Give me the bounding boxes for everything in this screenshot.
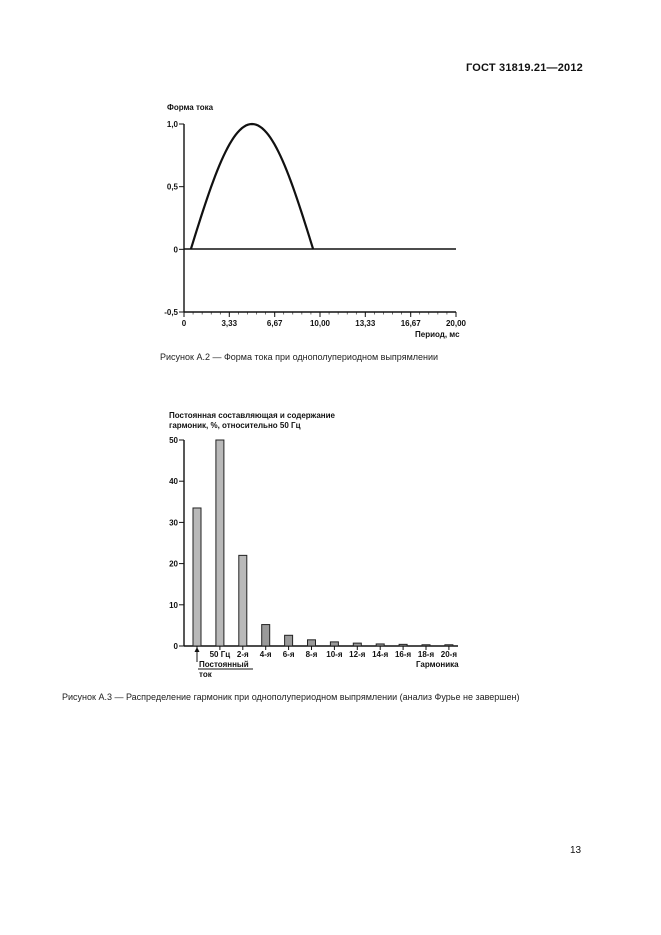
chart2-y-tick-label: 40 bbox=[169, 477, 178, 487]
chart2-x-tick-label: 10-я bbox=[326, 650, 343, 659]
chart1-x-tick-label: 20,00 bbox=[445, 319, 467, 328]
chart1-title: Форма тока bbox=[167, 103, 214, 112]
figure-a3-caption: Рисунок А.3 — Распределение гармоник при однополупериодном выпрямлении (анализ Фурье не завершен) bbox=[62, 692, 520, 702]
chart1-y-tick-label: 1,0 bbox=[166, 120, 178, 129]
chart2-title-line1: Постоянная составляющая и содержание bbox=[169, 411, 335, 420]
chart2-y-tick-label: 20 bbox=[169, 559, 178, 569]
chart1-x-tick-label: 0 bbox=[181, 319, 187, 328]
chart2-x-tick-label: 8-я bbox=[305, 650, 318, 659]
chart2-x-tick-label: 16-я bbox=[394, 650, 412, 659]
chart2-x-tick-label: 20-я bbox=[440, 650, 458, 659]
chart1-x-tick-label: 16,67 bbox=[400, 319, 421, 328]
page-number: 13 bbox=[570, 845, 582, 856]
chart1-x-tick-label: 13,33 bbox=[355, 319, 376, 328]
chart1-y-tick-label: -0,5 bbox=[164, 308, 178, 317]
chart2-title-line2: гармоник, %, относительно 50 Гц bbox=[169, 421, 301, 430]
chart1-series-current bbox=[191, 124, 313, 249]
chart2-y-tick-label: 0 bbox=[173, 642, 178, 651]
chart2-x-label: Гармоника bbox=[416, 660, 459, 669]
document-header: ГОСТ 31819.21—2012 bbox=[465, 62, 583, 74]
chart2-x-tick-label: 18-я bbox=[417, 650, 435, 659]
chart2-x-tick-label: 12-я bbox=[349, 650, 366, 659]
chart2-y-tick-label: 30 bbox=[169, 518, 178, 528]
chart1-y-tick-label: 0 bbox=[173, 245, 178, 255]
chart1-x-tick-label: 3,33 bbox=[221, 319, 238, 328]
chart2-y-tick-label: 50 bbox=[169, 436, 178, 445]
chart1-y-tick-label: 0,5 bbox=[166, 182, 178, 192]
chart2-y-tick-label: 10 bbox=[169, 600, 178, 610]
figure-a2-caption: Рисунок А.2 — Форма тока при однополупериодном выпрямлении bbox=[160, 352, 439, 362]
chart2-x-tick-label: 14-я bbox=[372, 650, 389, 659]
dc-note-line2: ток bbox=[199, 670, 212, 679]
chart2-x-tick-label: 50 Гц bbox=[209, 650, 231, 659]
chart1-x-label: Период, мс bbox=[415, 330, 460, 339]
chart1-x-tick-label: 10,00 bbox=[309, 319, 331, 328]
chart2-x-tick-label: 4-я bbox=[259, 650, 272, 659]
dc-note-line1: Постоянный bbox=[199, 660, 249, 669]
chart2-x-tick-label: 6-я bbox=[282, 650, 295, 659]
chart2-x-tick-label: 2-я bbox=[236, 650, 249, 659]
chart1-x-tick-label: 6,67 bbox=[266, 319, 283, 328]
